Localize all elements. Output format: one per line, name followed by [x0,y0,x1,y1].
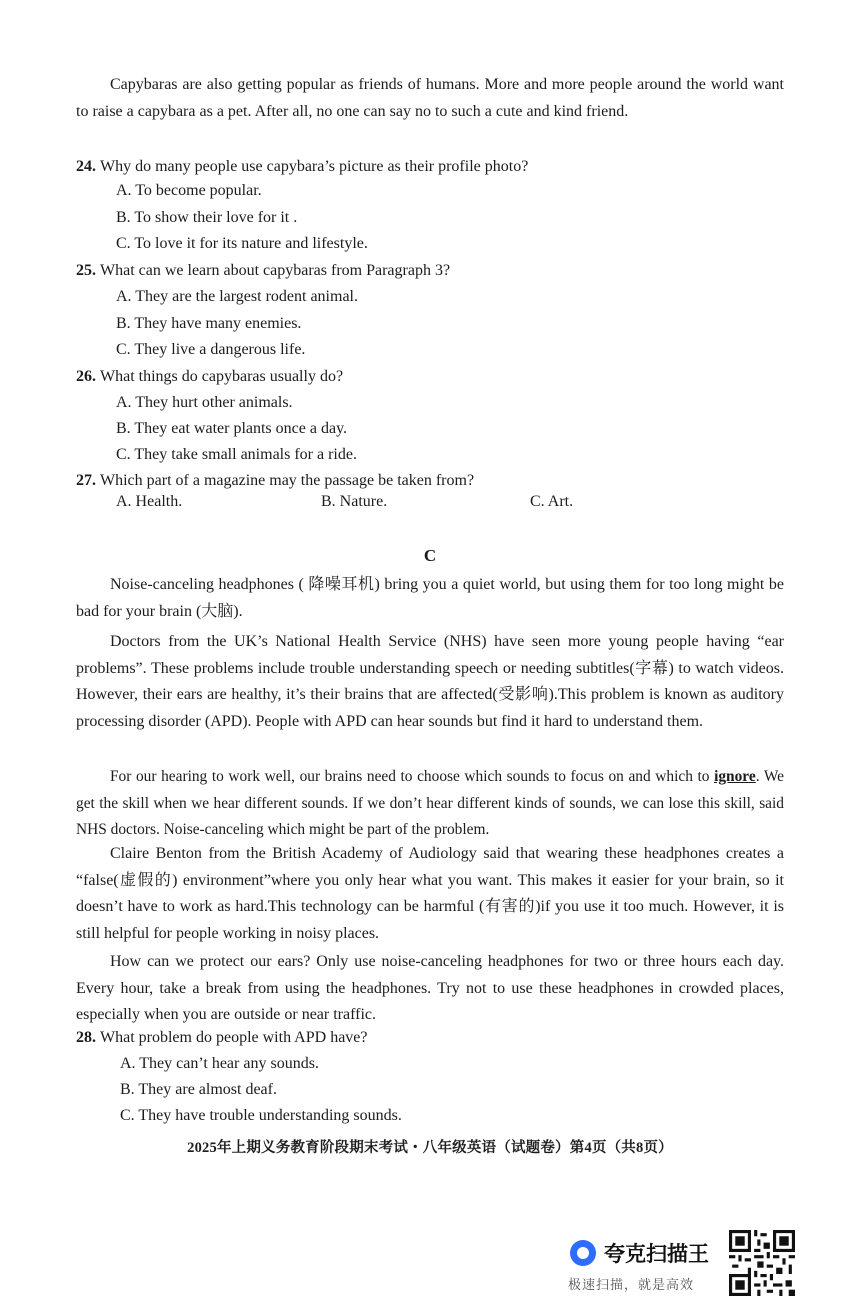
passage-c-paragraph-5: How can we protect our ears? Only use noise-canceling headphones for two or three hours each day. Every hour, take a break from using the headphones. Try not to use these headphones in crowded places, especially when you are outside or near traffic. [76,953,784,1023]
passage-c-paragraph-1: Noise-canceling headphones ( 降噪耳机) bring you a quiet world, but using them for too long might be bad for your brain (大脑). [76,576,784,620]
option-25-b: B. They have many enemies. [116,315,302,332]
option-26-a: A. They hurt other animals. [116,394,293,411]
question-27 [76,468,474,494]
question-stem: Why do many people use capybara’s picture as their profile photo? [100,158,529,175]
qr-code-icon [729,1230,795,1296]
passage-c-paragraph-4: Claire Benton from the British Academy of Audiology said that wearing these headphones creates a “false(虚假的) environment”where you only hear what you want. This makes it easier for your brain, so it doesn’t have to work as hard.This technology can be harmful (有害的)if you use it too much. However, it is still helpful for people working in noisy places. [76,845,784,942]
option-28-a: A. They can’t hear any sounds. [120,1055,319,1072]
option-25-c: C. They live a dangerous life. [116,341,306,358]
passage-c-paragraph-2: Doctors from the UK’s National Health Service (NHS) have seen more young people having “ear problems”. These problems include trouble understanding speech or needing subtitles(字幕) to watch videos. However, their ears are healthy, it’s their brains that are affected(受影响).This problem is known as auditory processing disorder (APD). People with APD can hear sounds but find it hard to understand them. [76,633,784,730]
underlined-keyword: ignore [714,768,756,785]
quark-logo-icon [570,1240,596,1266]
question-stem: What problem do people with APD have? [100,1029,368,1046]
option-27-c: C. Art. [530,493,574,510]
question-number: 28. [76,1029,96,1046]
question-stem: What can we learn about capybaras from Paragraph 3? [100,262,451,279]
option-25-a: A. They are the largest rodent animal. [116,288,358,305]
paragraph-text: For our hearing to work well, our brains need to choose which sounds to focus on and which to [110,768,715,785]
option-27-b: B. Nature. [321,493,388,510]
option-24-c: C. To love it for its nature and lifestyle. [116,235,368,252]
brand-name: 夸克扫描王 [604,1242,709,1266]
option-24-b: B. To show their love for it . [116,209,298,226]
options-27 [0,493,860,519]
option-24-a: A. To become popular. [116,182,262,199]
question-stem: Which part of a magazine may the passage be taken from? [100,472,475,489]
question-number: 27. [76,472,96,489]
question-26 [76,364,343,390]
option-26-c: C. They take small animals for a ride. [116,446,357,463]
question-25 [76,258,450,284]
option-26-b: B. They eat water plants once a day. [116,420,348,437]
passage-c-paragraph-3 [76,764,784,844]
question-number: 26. [76,368,96,385]
option-28-b: B. They are almost deaf. [120,1081,277,1098]
option-28-c: C. They have trouble understanding sounds. [120,1107,402,1124]
passage-b-last-paragraph: Capybaras are also getting popular as friends of humans. More and more people around the world want to raise a capybara as a pet. After all, no one can say no to such a cute and kind friend. [76,76,784,120]
brand-slogan: 极速扫描，就是高效 [568,1278,695,1293]
question-stem: What things do capybaras usually do? [100,368,344,385]
question-24 [76,154,528,180]
paragraph-text: . We get the skill when we hear different sounds. If we don’t hear different kinds of sounds, we can lose this skill, said NHS doctors. Noise-canceling which might be part of the problem. [76,768,784,838]
question-number: 25. [76,262,96,279]
question-28 [76,1025,368,1051]
section-title: C [423,546,437,565]
option-27-a: A. Health. [116,493,183,510]
scanner-watermark [568,1234,728,1294]
page-footer: 2025年上期义务教育阶段期末考试・八年级英语（试题卷）第4页（共8页） [187,1140,673,1156]
question-number: 24. [76,158,96,175]
